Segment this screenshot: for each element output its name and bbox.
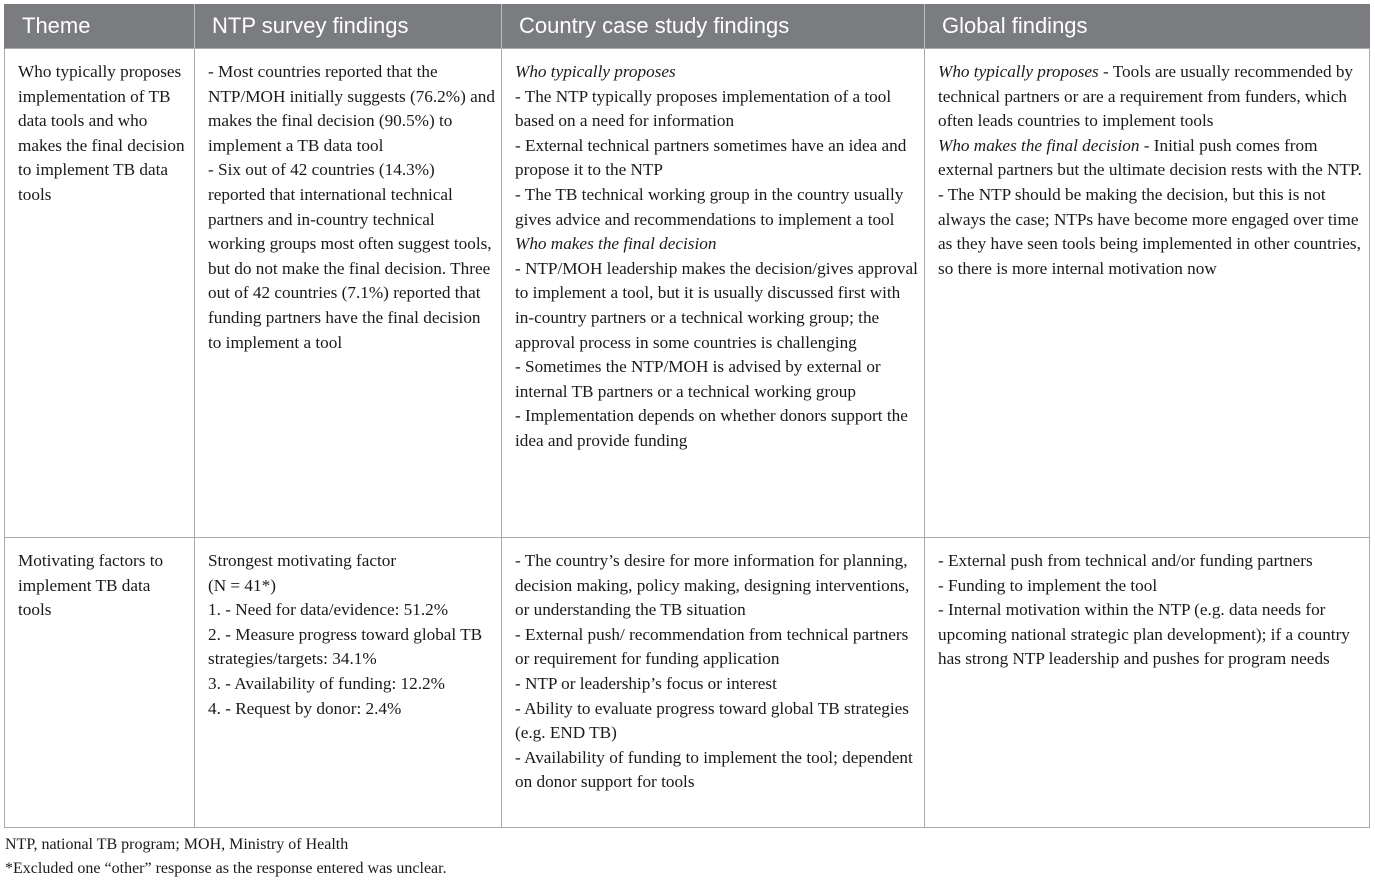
subheading-final-decision: Who makes the final decision xyxy=(515,234,717,254)
cell-global: - External push from technical and/or funding partners - Funding to implement the tool - Internal motivation within the NTP (e.g. data needs for upcoming national strategic plan development); if a country has strong NTP leadership and pushes for program needs xyxy=(925,538,1370,828)
cell-country-case-study xyxy=(502,49,925,538)
cell-ntp-survey: - Most countries reported that the NTP/MOH initially suggests (76.2%) and makes the final decision (90.5%) to implement a TB data tool - Six out of 42 countries (14.3%) reported that international technical partners and in-country technical working groups most often suggest tools, but do not make the final decision. Three out of 42 countries (7.1%) reported that funding partners have the final decision to implement a tool xyxy=(195,49,502,538)
header-ntp-survey: NTP survey findings xyxy=(195,4,502,49)
case-decision-text: - NTP/MOH leadership makes the decision/gives approval to implement a tool, but it is usually discussed first with in-country partners or a technical working group; the approval process in some countries is challenging - Sometimes the NTP/MOH is advised by external or internal TB partners or a technical working group - Implementation depends on whether donors support the idea and provide funding xyxy=(515,258,918,450)
cell-theme: Who typically proposes implementation of TB data tools and who makes the final decision to implement TB data tools xyxy=(5,49,195,538)
header-global: Global findings xyxy=(925,4,1370,49)
cell-theme: Motivating factors to implement TB data tools xyxy=(5,538,195,828)
header-country-case-study: Country case study findings xyxy=(502,4,925,49)
global-decision-text: - Initial push comes from external partners but the ultimate decision rests with the NTP. - The NTP should be making the decision, but this is not always the case; NTPs have become more engaged over time as they have seen tools being implemented in other countries, so there is more internal motivation now xyxy=(938,135,1362,278)
cell-global xyxy=(925,49,1370,538)
subheading-final-decision: Who makes the final decision xyxy=(938,135,1140,155)
table-row xyxy=(5,49,1370,538)
findings-table xyxy=(4,4,1370,828)
cell-country-case-study: - The country’s desire for more information for planning, decision making, policy making, designing interventions, or understanding the TB situation - External push/ recommendation from technical partners or requirement for funding application - NTP or leadership’s focus or interest - Ability to evaluate progress toward global TB strategies (e.g. END TB) - Availability of funding to implement the tool; dependent on donor support for tools xyxy=(502,538,925,828)
cell-ntp-survey: Strongest motivating factor (N = 41*) 1. - Need for data/evidence: 51.2% 2. - Measure progress toward global TB strategies/targets: 34.1% 3. - Availability of funding: 12.2% 4. - Request by donor: 2.4% xyxy=(195,538,502,828)
footnote-abbreviations: NTP, national TB program; MOH, Ministry of Health xyxy=(5,836,349,853)
header-theme: Theme xyxy=(5,4,195,49)
table-row xyxy=(5,538,1370,828)
global-proposes-text: - Tools are usually recommended by technical partners or are a requirement from funders, which often leads countries to implement tools xyxy=(938,62,1354,131)
subheading-who-proposes: Who typically proposes xyxy=(938,62,1099,81)
subheading-who-proposes: Who typically proposes xyxy=(515,62,676,81)
header-row xyxy=(5,4,1370,49)
footnote-asterisk: *Excluded one “other” response as the response entered was unclear. xyxy=(5,860,447,877)
case-proposes-text: - The NTP typically proposes implementation of a tool based on a need for information - External technical partners sometimes have an idea and propose it to the NTP - The TB technical working group in the country usually gives advice and recommendations to implement a tool xyxy=(515,86,907,229)
